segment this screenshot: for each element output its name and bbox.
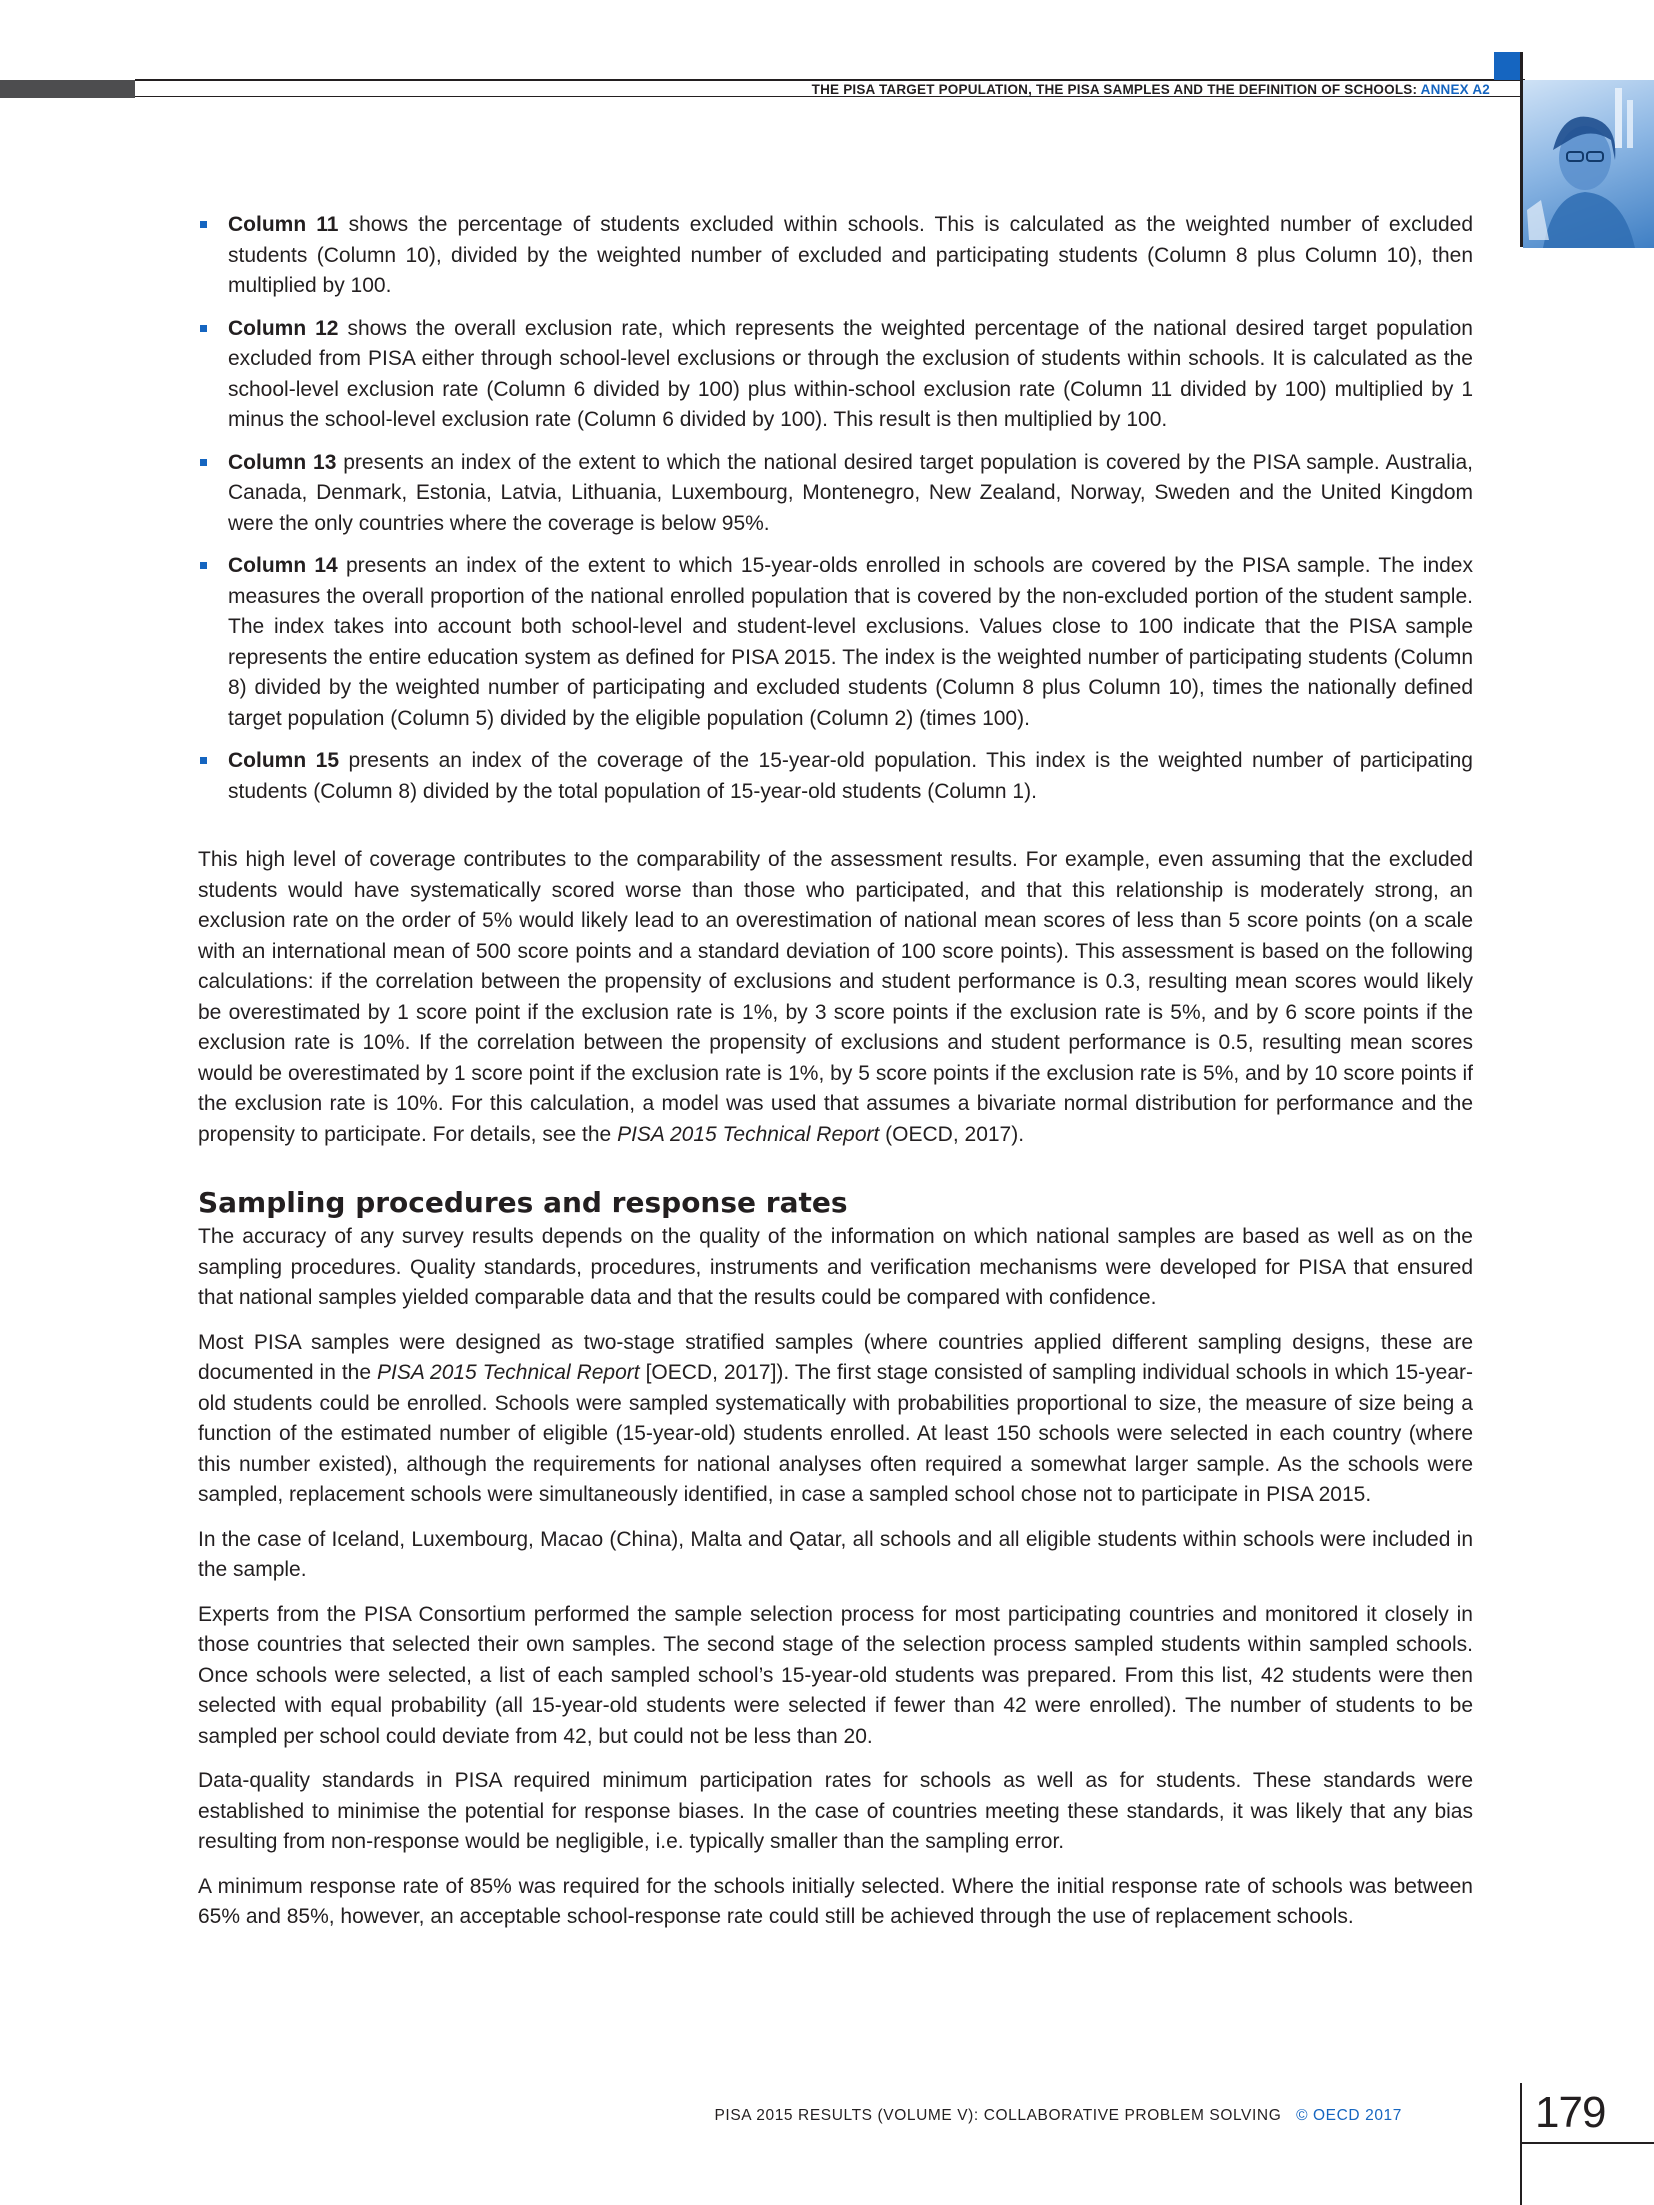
list-item (198, 551, 1473, 734)
scientist-illustration (1523, 80, 1654, 248)
report-title-italic: PISA 2015 Technical Report (376, 1361, 640, 1384)
paragraph-text: (OECD, 2017). (879, 1122, 1025, 1146)
paragraph-coverage (198, 845, 1473, 1150)
running-header-title: THE PISA TARGET POPULATION, THE PISA SAMPLES AND THE DEFINITION OF SCHOOLS: (811, 82, 1421, 97)
header-accent-square (1494, 52, 1522, 80)
column-description: shows the overall exclusion rate, which represents the weighted percentage of the national desired target population excluded from PISA either through school-level exclusions or through the exclusion of students within schools. It is calculated as the school-level exclusion rate (Column 6 divided by 100) plus within-school exclusion rate (Column 11 divided by 100) multiplied by 1 minus the school-level exclusion rate (Column 6 divided by 100). This result is then multiplied by 100. (228, 316, 1473, 431)
column-description: presents an index of the coverage of the 15-year-old population. This index is the weighted number of participating students (Column 8) divided by the total population of 15-year-old students (Column 1). (228, 749, 1473, 803)
column-description: shows the percentage of students excluded within schools. This is calculated as the weighted number of excluded students (Column 10), divided by the weighted number of excluded and participating students (Column 8 plus Column 10), then multiplied by 100. (228, 213, 1473, 297)
list-item (198, 448, 1473, 540)
paragraph-text: This high level of coverage contributes to the comparability of the assessment results. For example, even assuming that the excluded students would have systematically scored worse than those who participated, and that this relationship is moderately strong, an exclusion rate on the order of 5% would likely lead to an overestimation of national mean scores of less than 5 score points (on a scale with an international mean of 500 score points and a standard deviation of 100 score points). This assessment is based on the following calculations: if the correlation between the propensity of exclusions and student performance is 0.3, resulting mean scores would likely be overestimated by 1 score point if the exclusion rate is 1%, by 3 score points if the exclusion rate is 5%, and by 6 score points if the exclusion rate is 10%. If the correlation between the propensity of exclusions and student performance is 0.5, resulting mean scores would be overestimated by 1 score point if the exclusion rate is 1%, by 5 score points if the exclusion rate is 5%, and by 10 score points if the exclusion rate is 10%. For this calculation, a model was used that assumes a bivariate normal distribution for performance and the propensity to participate. For details, see the (198, 848, 1473, 1146)
paragraph-quality: Data-quality standards in PISA required minimum participation rates for schools as well as for students. These standards were established to minimise the potential for response biases. In the case of countries meeting these standards, it was likely that any bias resulting from non-response would be negligible, i.e. typically smaller than the sampling error. (198, 1769, 1473, 1853)
list-item (198, 210, 1473, 302)
bullet-square-icon (200, 459, 207, 466)
running-header-annex: ANNEX A2 (1420, 82, 1490, 97)
column-description-list (198, 210, 1473, 807)
running-header (812, 82, 1490, 97)
bullet-square-icon (200, 757, 207, 764)
column-label: Column 14 (228, 554, 338, 577)
list-item (198, 314, 1473, 436)
page-number: 179 (1535, 2088, 1606, 2137)
footer-vertical-rule (1520, 2083, 1522, 2205)
column-label: Column 15 (228, 749, 340, 772)
column-description: presents an index of the extent to which 15-year-olds enrolled in schools are covered by the PISA sample. The index measures the overall proportion of the national enrolled population that is covered by the non-excluded portion of the student sample. The index takes into account both school-level and student-level exclusions. Values close to 100 indicate that the PISA sample represents the entire education system as defined for PISA 2015. The index is the weighted number of participating students (Column 8) divided by the weighted number of participating and excluded students (Column 8 plus Column 10), times the nationally defined target population (Column 5) divided by the eligible population (Column 2) (times 100). (228, 554, 1473, 730)
bullet-square-icon (200, 562, 207, 569)
column-label: Column 13 (228, 450, 337, 474)
paragraph-iceland: In the case of Iceland, Luxembourg, Macao (China), Malta and Qatar, all schools and all eligible students within schools were included in the sample. (198, 1527, 1473, 1581)
paragraph-accuracy: The accuracy of any survey results depends on the quality of the information on which national samples are based as well as on the sampling procedures. Quality standards, procedures, instruments and verification mechanisms were developed for PISA that ensured that national samples yielded comparable data and that the results could be compared with confidence. (198, 1225, 1473, 1309)
column-description: presents an index of the extent to which the national desired target population is covered by the PISA sample. Australia, Canada, Denmark, Estonia, Latvia, Lithuania, Luxembourg, Montenegro, New Zealand, Norway, Sweden and the United Kingdom were the only countries where the coverage is below 95%. (228, 450, 1474, 535)
paragraph-design (198, 1328, 1473, 1511)
bullet-square-icon (200, 325, 207, 332)
paragraph-experts: Experts from the PISA Consortium performed the sample selection process for most participating countries and monitored it closely in those countries that selected their own samples. The second stage of the selection process sampled students within sampled schools. Once schools were selected, a list of each sampled school’s 15-year-old students was prepared. From this list, 42 students were then selected with equal probability (all 15-year-old students were selected if fewer than 42 were enrolled). The number of students to be sampled per school could deviate from 42, but could not be less than 20. (198, 1602, 1473, 1748)
page-body (198, 210, 1473, 1947)
paragraph-text: Most PISA samples were designed as two-stage stratified samples (where countries applied different sampling designs, these are documented in the (198, 1330, 1473, 1384)
publication-title: PISA 2015 RESULTS (VOLUME V): COLLABORATIVE PROBLEM SOLVING (714, 2107, 1282, 2124)
column-label: Column 12 (228, 316, 339, 340)
report-title-italic: PISA 2015 Technical Report (617, 1122, 880, 1146)
bullet-square-icon (200, 221, 207, 228)
running-footer (714, 2107, 1402, 2125)
column-label: Column 11 (228, 213, 339, 236)
paragraph-minimum-rate: A minimum response rate of 85% was required for the schools initially selected. Where the initial response rate of schools was between 65% and 85%, however, an acceptable school-response rate could still be achieved through the use of replacement schools. (198, 1874, 1473, 1928)
header-rule (135, 79, 1525, 81)
paragraph-text: [OECD, 2017]). The first stage consisted of sampling individual schools in which 15-year-old students could be enrolled. Schools were sampled systematically with probabilities proportional to size, the measure of size being a function of the estimated number of eligible (15-year-old) students enrolled. At least 150 schools were selected in each country (where this number existed), although the requirements for national analyses often required a somewhat larger sample. As the schools were sampled, replacement schools were simultaneously identified, in case a sampled school chose not to participate in PISA 2015. (198, 1361, 1474, 1506)
header-scientist-photo (1523, 80, 1654, 248)
list-item (198, 746, 1473, 807)
section-heading: Sampling procedures and response rates (198, 1186, 848, 1219)
header-dark-bar (0, 80, 135, 98)
footer-rule (1522, 2142, 1654, 2144)
copyright-notice: © OECD 2017 (1296, 2107, 1402, 2124)
